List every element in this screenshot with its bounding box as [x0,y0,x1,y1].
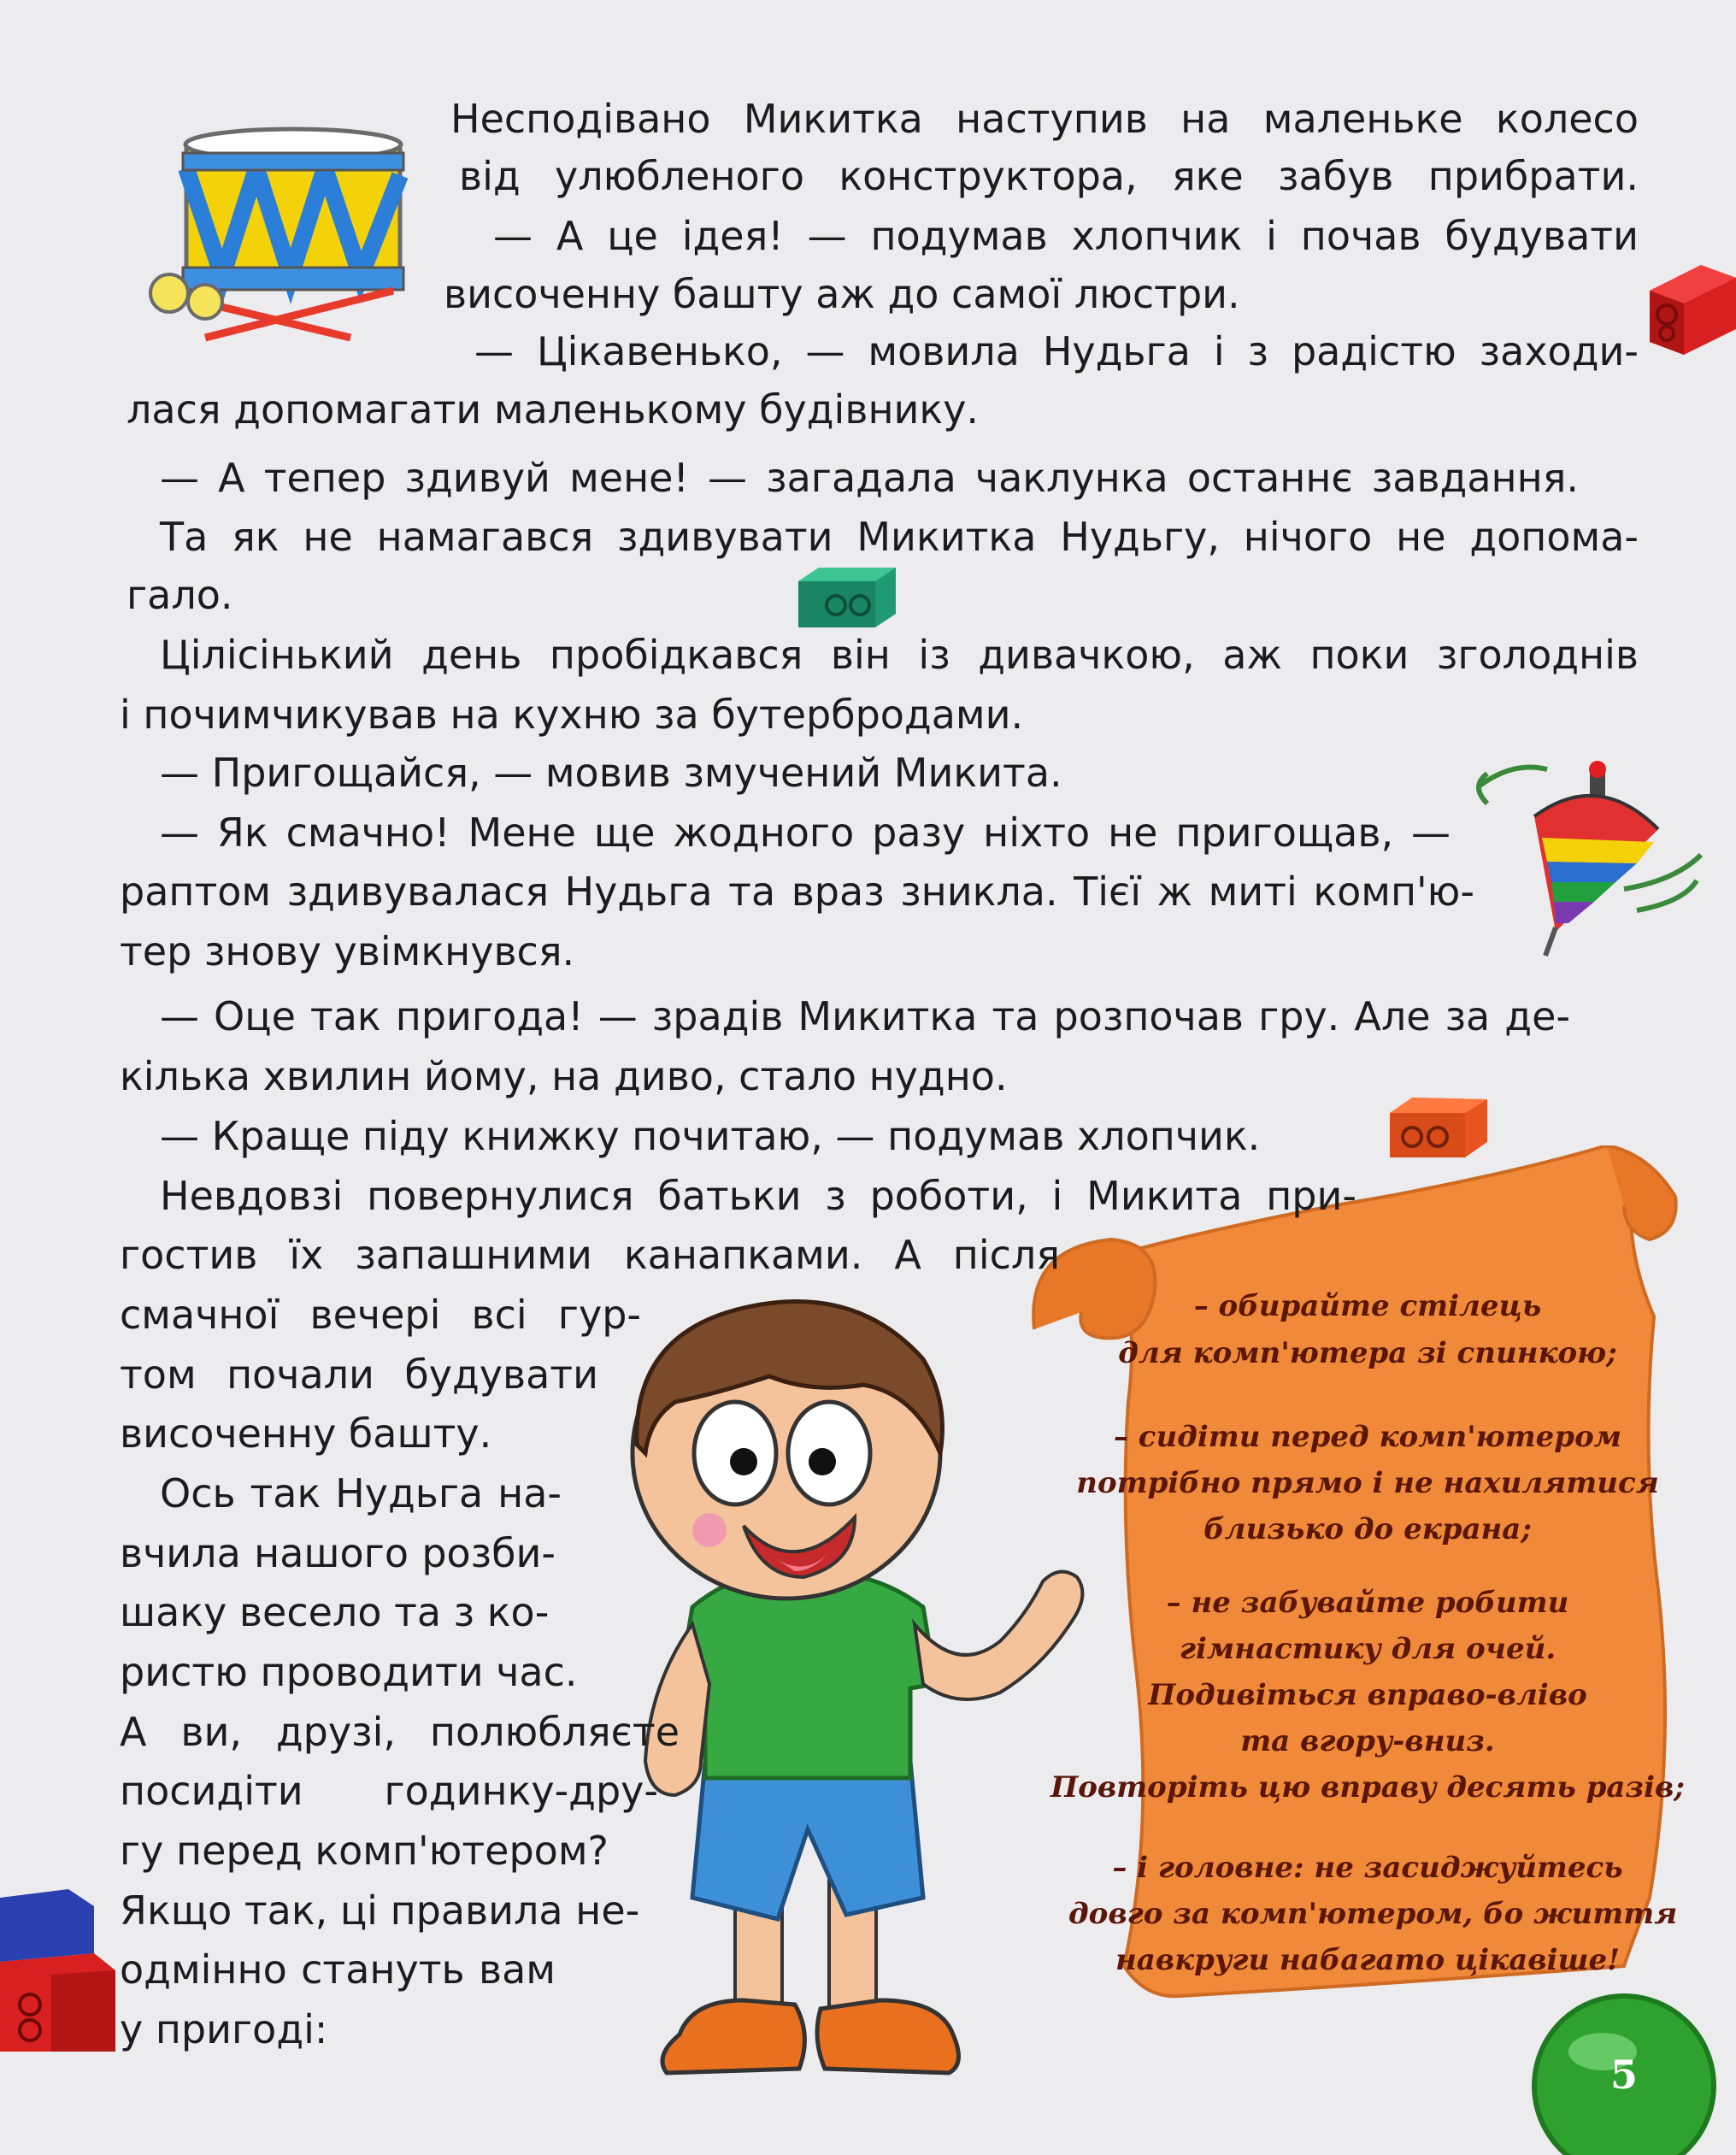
story-line: Несподівано Микитка наступив на маленьке колесо [450,96,1639,142]
rule-line: для комп'ютера зі спинкою; [1118,1336,1617,1370]
story-line: — Як смачно! Мене ще жодного разу ніхто не пригощав, — [160,810,1451,856]
story-line: А ви, друзі, полюбляєте [120,1709,680,1755]
story-line: — А це ідея! — подумав хлопчик і почав будувати [493,213,1639,259]
story-line: гу перед комп'ютером? [120,1828,609,1874]
story-line: том почали будувати [120,1351,598,1398]
rule-line: навкруги набагато цікавіше! [1115,1943,1621,1977]
story-line: височенну башту аж до самої люстри. [444,271,1240,317]
story-line: шаку весело та з ко- [120,1589,550,1635]
story-line: раптом здивувалася Нудьга та враз зникла. Тієї ж миті комп'ю- [120,868,1474,915]
page-number: 5 [1609,2052,1638,2098]
rule-line: довго за комп'ютером, бо життя [1068,1897,1678,1931]
story-line: Якщо так, ці правила не- [120,1887,640,1934]
story-line: від улюбленого конструктора, яке забув прибрати. [459,153,1639,199]
story-line: лася допомагати маленькому будівнику. [127,386,980,433]
rule-line: та вгору-вниз. [1240,1724,1495,1758]
rule-line: – обирайте стілець [1193,1289,1542,1323]
story-line: — Цікавенько, — мовила Нудьга і з радістю заходи- [474,328,1639,374]
lego-stack-icon [0,1889,120,2052]
story-line: — Оце так пригода! — зрадів Микитка та розпочав гру. Але за де- [160,993,1570,1039]
story-line: тер знову увімкнувся. [120,928,575,974]
lego-brick-red-icon [1650,256,1736,359]
story-line: — А тепер здивуй мене! — загадала чаклунка останнє завдання. [160,455,1579,501]
story-line: і почимчикував на кухню за бутербродами. [120,692,1024,738]
story-line: одмінно стануть вам [120,1946,556,1993]
story-line: Цілісінький день пробідкався він із дивачкою, аж поки зголоднів [160,632,1639,678]
rule-line: – сидіти перед комп'ютером [1113,1420,1622,1454]
rule-line: Повторіть цю вправу десять разів; [1050,1770,1685,1805]
rule-line: – і головне: не засиджуйтесь [1112,1851,1623,1885]
story-line: у пригоді: [120,2006,328,2052]
story-line: вчила нашого розби- [120,1530,556,1576]
story-line: — Пригощайся, — мовив змучений Микита. [160,750,1062,796]
spinning-top-icon [1453,752,1710,966]
lego-brick-green-icon [793,564,900,633]
story-line: Та як не намагався здивувати Микитка Нудьгу, нічого не допома- [160,514,1639,560]
story-line: гостив їх запашними канапками. А після [120,1232,1060,1278]
story-line: ристю проводити час. [120,1649,578,1695]
boy-character [598,1282,1094,2086]
story-line: гало. [127,572,233,618]
story-line: височенну башту. [120,1410,492,1457]
story-line: Невдовзі повернулися батьки з роботи, і Микита при- [160,1173,1356,1219]
rule-line: гімнастику для очей. [1179,1632,1557,1666]
rule-line: Подивіться вправо-вліво [1148,1678,1587,1712]
rule-line: близько до екрана; [1203,1512,1532,1546]
story-line: Ось так Нудьга на- [160,1470,562,1516]
drum-icon [137,124,444,355]
story-line: — Краще піду книжку почитаю, — подумав хлопчик. [160,1113,1261,1159]
story-line: смачної вечері всі гур- [120,1292,641,1338]
rule-line: потрібно прямо і не нахилятися [1076,1466,1659,1500]
story-line: посидіти годинку-дру- [120,1768,658,1814]
rule-line: – не забувайте робити [1166,1586,1569,1620]
story-line: кілька хвилин йому, на диво, стало нудно. [120,1053,1008,1099]
